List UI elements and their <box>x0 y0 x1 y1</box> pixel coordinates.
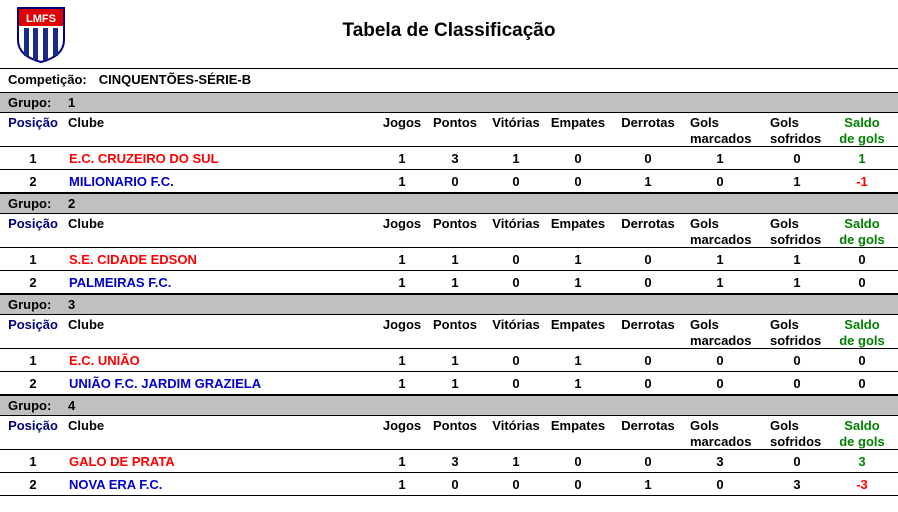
competition-line <box>8 72 251 87</box>
row-empates: 1 <box>574 252 582 267</box>
row-clube: E.C. CRUZEIRO DO SUL <box>69 151 219 166</box>
row-clube: E.C. UNIÃO <box>69 353 140 368</box>
col-derrotas: Derrotas <box>621 317 675 332</box>
page-title: Tabela de Classificação <box>342 20 556 41</box>
table-row <box>0 248 898 271</box>
row-pontos: 0 <box>451 477 459 492</box>
row-pontos: 1 <box>451 275 459 290</box>
row-saldo: 0 <box>858 252 866 267</box>
col-jogos: Jogos <box>382 115 422 130</box>
col-saldo-gols-line2: de gols <box>839 333 885 348</box>
table-header <box>0 214 898 248</box>
group-number: 2 <box>68 196 76 211</box>
row-gols-sofridos: 3 <box>793 477 801 492</box>
col-gols-sofridos <box>770 216 830 248</box>
row-saldo: 1 <box>858 151 866 166</box>
group-number: 1 <box>68 95 76 110</box>
col-saldo-gols-line1: Saldo <box>844 418 880 433</box>
col-saldo-gols <box>832 216 892 248</box>
row-posicao: 2 <box>29 174 37 189</box>
col-posicao: Posição <box>8 317 58 332</box>
row-pontos: 1 <box>451 353 459 368</box>
col-gols-sofridos-line2: sofridos <box>770 131 822 146</box>
row-jogos: 1 <box>398 151 406 166</box>
row-empates: 0 <box>574 477 582 492</box>
row-jogos: 1 <box>398 477 406 492</box>
row-clube: MILIONARIO F.C. <box>69 174 174 189</box>
page-header <box>0 0 898 68</box>
group-number: 3 <box>68 297 76 312</box>
col-gols-marcados-line1: Gols <box>690 216 719 231</box>
row-vitorias: 0 <box>512 275 520 290</box>
table-row <box>0 349 898 372</box>
row-derrotas: 0 <box>644 353 652 368</box>
col-vitorias: Vitórias <box>492 115 540 130</box>
row-derrotas: 0 <box>644 252 652 267</box>
row-vitorias: 0 <box>512 174 520 189</box>
row-gols-marcados: 3 <box>716 454 724 469</box>
col-gols-sofridos-line1: Gols <box>770 317 799 332</box>
col-clube: Clube <box>68 115 105 130</box>
table-header <box>0 113 898 147</box>
table-row <box>0 372 898 395</box>
table-header <box>0 315 898 349</box>
row-posicao: 1 <box>29 252 37 267</box>
col-vitorias: Vitórias <box>492 317 540 332</box>
row-pontos: 1 <box>451 376 459 391</box>
standings-groups <box>0 92 898 496</box>
col-gols-sofridos <box>770 317 830 349</box>
col-saldo-gols-line1: Saldo <box>844 216 880 231</box>
row-gols-marcados: 1 <box>716 151 724 166</box>
col-gols-marcados <box>690 115 750 147</box>
col-derrotas: Derrotas <box>621 115 675 130</box>
group-bar <box>0 294 898 315</box>
col-gols-sofridos-line2: sofridos <box>770 434 822 449</box>
col-gols-marcados-line2: marcados <box>690 434 752 449</box>
row-posicao: 1 <box>29 151 37 166</box>
table-header <box>0 416 898 450</box>
col-gols-marcados <box>690 418 750 450</box>
col-gols-sofridos-line1: Gols <box>770 216 799 231</box>
col-empates: Empates <box>550 317 606 332</box>
row-gols-marcados: 0 <box>716 376 724 391</box>
col-empates: Empates <box>550 418 606 433</box>
col-vitorias: Vitórias <box>492 216 540 231</box>
col-jogos: Jogos <box>382 418 422 433</box>
col-gols-marcados <box>690 317 750 349</box>
row-derrotas: 0 <box>644 454 652 469</box>
row-vitorias: 0 <box>512 252 520 267</box>
table-row <box>0 271 898 294</box>
col-saldo-gols-line1: Saldo <box>844 115 880 130</box>
row-saldo: 3 <box>858 454 866 469</box>
row-saldo: -3 <box>856 477 868 492</box>
row-gols-sofridos: 1 <box>793 275 801 290</box>
col-pontos: Pontos <box>432 216 478 231</box>
col-gols-sofridos-line2: sofridos <box>770 232 822 247</box>
row-jogos: 1 <box>398 454 406 469</box>
row-clube: GALO DE PRATA <box>69 454 175 469</box>
col-gols-marcados-line1: Gols <box>690 115 719 130</box>
row-gols-marcados: 1 <box>716 252 724 267</box>
competition-value: CINQUENTÕES-SÉRIE-B <box>98 72 252 87</box>
row-clube: S.E. CIDADE EDSON <box>69 252 197 267</box>
row-gols-marcados: 0 <box>716 477 724 492</box>
row-gols-sofridos: 0 <box>793 454 801 469</box>
row-gols-sofridos: 0 <box>793 353 801 368</box>
row-vitorias: 1 <box>512 454 520 469</box>
row-derrotas: 0 <box>644 275 652 290</box>
table-row <box>0 450 898 473</box>
row-empates: 1 <box>574 275 582 290</box>
group-bar <box>0 92 898 113</box>
col-gols-sofridos <box>770 418 830 450</box>
row-clube: NOVA ERA F.C. <box>69 477 163 492</box>
row-vitorias: 1 <box>512 151 520 166</box>
col-gols-marcados-line1: Gols <box>690 418 719 433</box>
col-gols-marcados-line1: Gols <box>690 317 719 332</box>
table-row <box>0 170 898 193</box>
col-saldo-gols-line2: de gols <box>839 232 885 247</box>
row-pontos: 1 <box>451 252 459 267</box>
row-jogos: 1 <box>398 275 406 290</box>
row-jogos: 1 <box>398 376 406 391</box>
group-label: Grupo: <box>8 297 52 312</box>
row-derrotas: 0 <box>644 376 652 391</box>
col-derrotas: Derrotas <box>621 418 675 433</box>
col-derrotas: Derrotas <box>621 216 675 231</box>
col-gols-marcados-line2: marcados <box>690 131 752 146</box>
row-pontos: 3 <box>451 454 459 469</box>
col-gols-marcados-line2: marcados <box>690 333 752 348</box>
row-derrotas: 1 <box>644 477 652 492</box>
row-empates: 0 <box>574 174 582 189</box>
row-jogos: 1 <box>398 353 406 368</box>
row-saldo: 0 <box>858 376 866 391</box>
col-clube: Clube <box>68 216 105 231</box>
row-empates: 0 <box>574 151 582 166</box>
table-row <box>0 473 898 496</box>
row-saldo: -1 <box>856 174 868 189</box>
col-pontos: Pontos <box>432 317 478 332</box>
group-number: 4 <box>68 398 76 413</box>
row-gols-sofridos: 1 <box>793 252 801 267</box>
row-gols-sofridos: 1 <box>793 174 801 189</box>
row-vitorias: 0 <box>512 353 520 368</box>
group-label: Grupo: <box>8 196 52 211</box>
group-bar <box>0 193 898 214</box>
table-row <box>0 147 898 170</box>
row-clube: PALMEIRAS F.C. <box>69 275 172 290</box>
col-saldo-gols-line1: Saldo <box>844 317 880 332</box>
row-posicao: 2 <box>29 275 37 290</box>
group-bar <box>0 395 898 416</box>
row-empates: 1 <box>574 376 582 391</box>
col-gols-marcados-line2: marcados <box>690 232 752 247</box>
col-saldo-gols-line2: de gols <box>839 131 885 146</box>
row-derrotas: 1 <box>644 174 652 189</box>
row-jogos: 1 <box>398 252 406 267</box>
row-gols-sofridos: 0 <box>793 376 801 391</box>
col-gols-sofridos-line1: Gols <box>770 418 799 433</box>
col-saldo-gols-line2: de gols <box>839 434 885 449</box>
row-gols-sofridos: 0 <box>793 151 801 166</box>
row-posicao: 2 <box>29 477 37 492</box>
row-saldo: 0 <box>858 353 866 368</box>
row-gols-marcados: 0 <box>716 353 724 368</box>
col-gols-sofridos-line1: Gols <box>770 115 799 130</box>
row-derrotas: 0 <box>644 151 652 166</box>
col-clube: Clube <box>68 418 105 433</box>
col-posicao: Posição <box>8 418 58 433</box>
col-posicao: Posição <box>8 216 58 231</box>
row-clube: UNIÃO F.C. JARDIM GRAZIELA <box>69 376 262 391</box>
col-gols-sofridos-line2: sofridos <box>770 333 822 348</box>
row-posicao: 1 <box>29 454 37 469</box>
row-vitorias: 0 <box>512 376 520 391</box>
row-saldo: 0 <box>858 275 866 290</box>
col-jogos: Jogos <box>382 216 422 231</box>
col-saldo-gols <box>832 115 892 147</box>
competition-label: Competição: <box>8 72 87 87</box>
row-empates: 0 <box>574 454 582 469</box>
row-posicao: 2 <box>29 376 37 391</box>
row-empates: 1 <box>574 353 582 368</box>
group-label: Grupo: <box>8 398 52 413</box>
row-pontos: 0 <box>451 174 459 189</box>
row-jogos: 1 <box>398 174 406 189</box>
col-gols-sofridos <box>770 115 830 147</box>
col-saldo-gols <box>832 317 892 349</box>
col-pontos: Pontos <box>432 418 478 433</box>
row-pontos: 3 <box>451 151 459 166</box>
col-empates: Empates <box>550 115 606 130</box>
header-divider <box>0 68 898 69</box>
col-gols-marcados <box>690 216 750 248</box>
col-pontos: Pontos <box>432 115 478 130</box>
group-label: Grupo: <box>8 95 52 110</box>
row-gols-marcados: 1 <box>716 275 724 290</box>
col-empates: Empates <box>550 216 606 231</box>
col-saldo-gols <box>832 418 892 450</box>
col-jogos: Jogos <box>382 317 422 332</box>
col-clube: Clube <box>68 317 105 332</box>
row-posicao: 1 <box>29 353 37 368</box>
col-posicao: Posição <box>8 115 58 130</box>
logo-text: LMFS <box>26 13 56 25</box>
row-vitorias: 0 <box>512 477 520 492</box>
col-vitorias: Vitórias <box>492 418 540 433</box>
row-gols-marcados: 0 <box>716 174 724 189</box>
